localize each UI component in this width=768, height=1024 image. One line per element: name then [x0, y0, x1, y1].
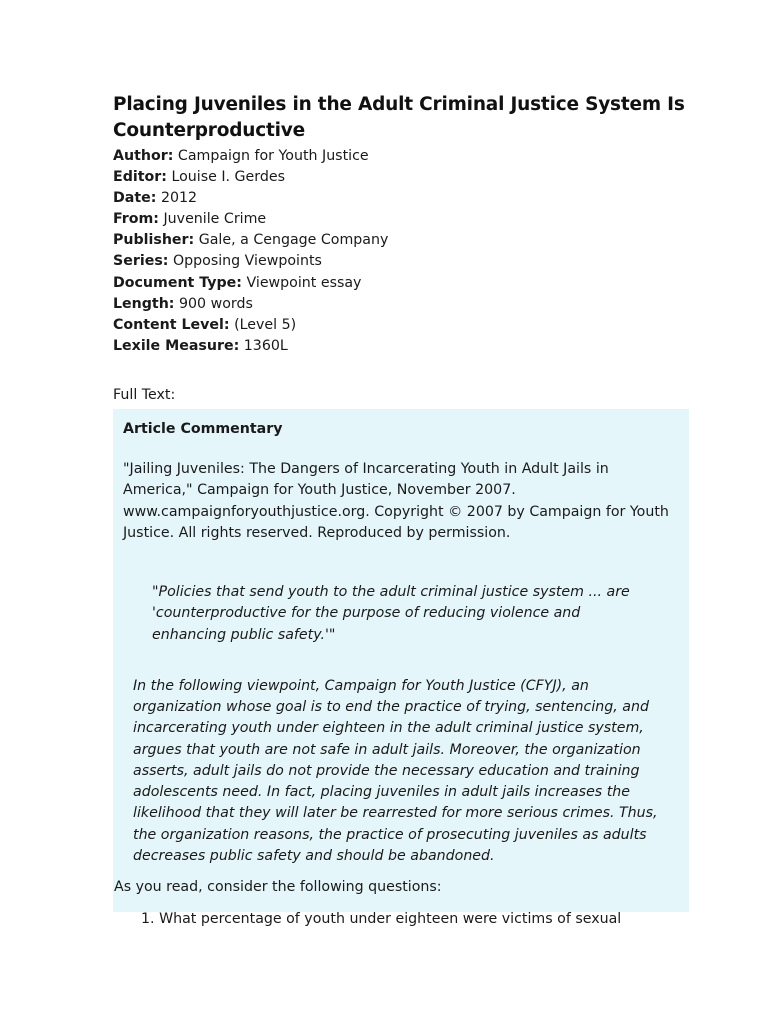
question-text: What percentage of youth under eighteen were victims of sexual	[159, 910, 622, 927]
metadata-key: Author:	[113, 148, 174, 164]
metadata-key: Length:	[113, 295, 175, 312]
metadata-row	[113, 336, 689, 357]
list-item	[141, 909, 673, 930]
metadata-value: 1360L	[243, 337, 288, 354]
metadata-row	[113, 251, 689, 272]
metadata-row	[113, 315, 689, 336]
metadata-key: Document Type:	[113, 274, 242, 291]
commentary-title: Article Commentary	[123, 421, 283, 437]
question-number: 1.	[141, 910, 155, 927]
metadata-value: Opposing Viewpoints	[172, 253, 322, 270]
metadata-value: 900 words	[179, 295, 253, 312]
metadata-value: (Level 5)	[234, 316, 297, 333]
article-header	[113, 92, 689, 406]
metadata-key: Lexile Measure:	[113, 337, 240, 354]
metadata-row	[113, 146, 689, 167]
questions-list	[141, 909, 673, 930]
metadata-value: Gale, a Cengage Company	[198, 232, 389, 249]
viewpoint-intro: In the following viewpoint, Campaign for Youth Justice (CFYJ), an organization whose goal is to end the practice of trying, sentencing, and incarcerating youth under eighteen in the adult criminal justice system, argues that youth are not safe in adult jails. Moreover, the organization asserts, adult jails do not provide the necessary education and training adolescents need. In fact, placing juveniles in adult jails increases the likelihood that they will later be rearrested for more serious crimes. Thus, the organization reasons, the practice of prosecuting juveniles as adults decreases public safety and should be abandoned.	[133, 678, 658, 864]
metadata-row	[113, 230, 689, 251]
metadata-row	[113, 188, 689, 209]
pull-quote: "Policies that send youth to the adult criminal justice system ... are 'counterproductive for the purpose of reducing violence and enhancing public safety.'"	[152, 584, 630, 643]
metadata-value: Campaign for Youth Justice	[177, 148, 369, 164]
metadata-row	[113, 209, 689, 230]
metadata-key: Editor:	[113, 169, 167, 186]
metadata-key: Date:	[113, 190, 157, 207]
questions-heading: As you read, consider the following questions:	[114, 878, 442, 895]
metadata-list	[113, 146, 689, 357]
metadata-value: Juvenile Crime	[163, 211, 267, 228]
metadata-row	[113, 273, 689, 294]
metadata-row	[113, 294, 689, 315]
metadata-key: Series:	[113, 253, 169, 270]
metadata-value: Louise I. Gerdes	[171, 169, 285, 186]
citation-text: "Jailing Juveniles: The Dangers of Incarcerating Youth in Adult Jails in America," Campaign for Youth Justice, November 2007. www.campaignforyouthjustice.org. Copyright © 2007 by Campaign for Youth Justice. All rights reserved. Reproduced by permission.	[123, 461, 669, 541]
article-commentary-box	[113, 409, 689, 927]
metadata-value: Viewpoint essay	[246, 274, 362, 291]
metadata-row	[113, 167, 689, 188]
metadata-key: Publisher:	[113, 232, 195, 249]
full-text-label: Full Text:	[113, 386, 176, 403]
metadata-key: Content Level:	[113, 316, 230, 333]
article-title: Placing Juveniles in the Adult Criminal Justice System Is Counterproductive	[113, 94, 685, 141]
metadata-value: 2012	[160, 190, 198, 207]
metadata-key: From:	[113, 211, 159, 228]
